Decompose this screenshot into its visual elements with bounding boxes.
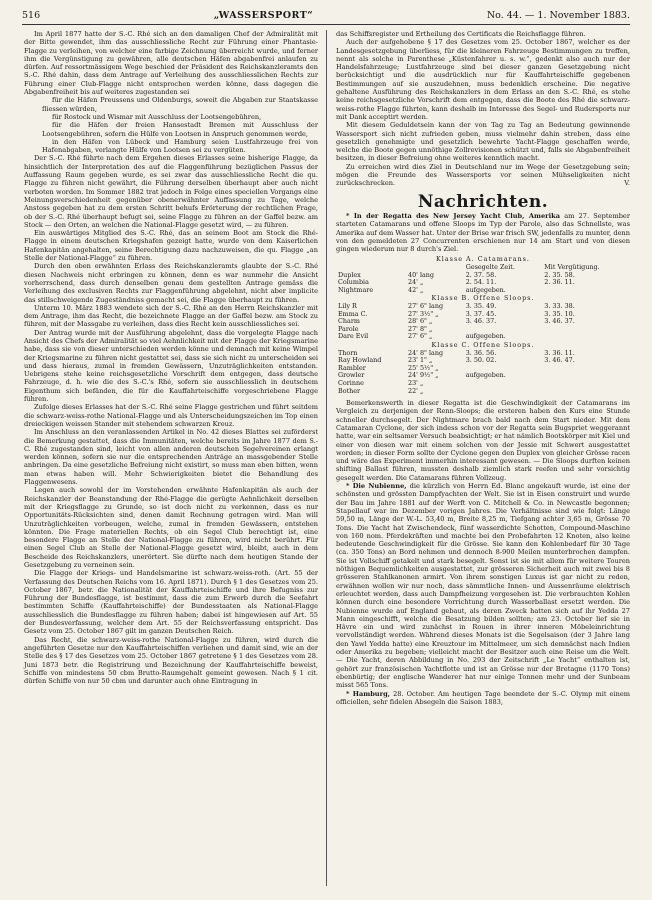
table-row: Parole 27' 8" „ (338, 324, 433, 333)
article-title: * Die Nubienne, (346, 482, 407, 491)
page-number: 516 (22, 9, 41, 21)
class-c-heading: Klasse C. Offene Sloops. (431, 340, 535, 349)
paragraph: Das Recht, die schwarz-weiss-rothe National-Flagge zu führen, wird durch die angeführten Gesetze nur den Kauffahrteischiffen verliehen und damit sind, wie an der Stelle des § 17 des Gesetzes vom 25. October 1867 getretene § 1 des Gesetzes vom 28. Juni 1873 betr. die Registrirung und Bezeichnung der Kauffahrteischiffe beweist, Schiffe von mindestens 50 cbm Brutto-Raumgehalt gemeint gewesen. Nach § 1 cit. dürfen Schiffe von nur 50 cbm und darunter auch ohne Eintragung in (24, 635, 318, 686)
article-text: 28. October. Am heutigen Tage beendete der S.-C. Olymp mit einem officiellen, sehr fidelen Absegeln die Saison 1883, (336, 689, 630, 706)
paragraph: Der S.-C. Rhé führte nach dem Ergehen dieses Erlasses seine bisherige Flagge, da hinsichtlich der Interpretation des auf die Flaggenführung bezüglichen Passus der Auffassung Raum gegeben wurde, es sei zwar das ausschliessliche Recht die qu. Flagge zu führen nicht gewährt, die Führung derselben überhaupt aber auch nicht verboten worden. Im Sommer 1882 trat jedoch in Folge eines speciellen Vorgangs eine Meinungsverschiedenheit gegenüber obenerwähnter Auffassung zu Tage, welche Anstoss gegeben hat zu dem ersten Schritt behufs Erörterung der rechtlichen Frage, ob der S.-C. Rhé überhaupt befugt sei, seine Flagge zu führen an der Gaffel bezw. am Stock — den Orten, an welchen die National-Flagge gesetzt wird, — zu führen. (24, 154, 318, 229)
table-row: Nightmare 42' „ aufgegeben. (338, 285, 506, 294)
table-row: Bother 22' „ (338, 386, 424, 395)
paragraph: für die Häfen Preussens und Oldenburgs, soweit die Abgaben zur Staatskasse fliessen würden, (42, 96, 318, 113)
article-text: am 27. September starteten Catamarans und offene Sloops im Typ der Parole, also das Schnellste, was Amerika auf dem Wasser hat. Unter der Brise war frisch SW, jedenfalls zu munter, denn von den gemeldeten 27 Concurrenten erschienen nur 14 am Start und von diesen gingen wiederum nur 8 durch's Ziel. (336, 211, 630, 254)
article-title: * Hamburg, (346, 689, 390, 698)
column-divider (326, 30, 327, 886)
paragraph: Zufolge dieses Erlasses hat der S.-C. Rhé seine Flagge gestrichen und führt seitdem die schwarz-weiss-rothe National-Flagge und als Unterscheidungszeichen im Top einen dreieckigen weissen Stander mit stehendem schwarzen Kreuz. (24, 403, 318, 428)
paragraph: Unterm 10. März 1883 wendete sich der S.-C. Rhé an den Herrn Reichskanzler mit dem Antrage, ihm das Recht, die bezeichnete Flagge an der Gaffel bezw. am Stock zu führen, mit der Massgabe zu verleihen, dass dies Recht kein ausschliessliches sei. (24, 303, 318, 329)
paragraph: Durch den oben erwähnten Erlass des Reichskanzleramts glaubte der S.-C. Rhé diesen Nachweis nicht erbringen zu können, denn es war nunmehr die Ansicht vorherrschend, dass durch denselben genau dem gestellten Antrage gemäss die Verleihung des exclusiven Rechts zur Flaggenführung abgelehnt, nicht aber implicite das stillschweigende Zugeständniss gemacht sei, die Flagge überhaupt zu führen. (24, 262, 318, 304)
table-row: Charm 28' 6" „ 3. 46. 37. 3. 46. 37. (338, 317, 575, 326)
section-heading: Nachrichten. (417, 191, 549, 212)
table-row: Duplex 40' lang 2. 37. 58. 2. 35. 58. (338, 270, 575, 279)
paragraph: Die Flagge der Kriegs- und Handelsmarine ist schwarz-weiss-roth. (Art. 55 der Verfassung des Deutschen Reichs vom 16. April 1871). Durch § 1 des Gesetzes vom 25. October 1867, betr. die Nationalität der Kauffahrteischiffe und ihre Befugniss zur Führung der Bundesflagge, ist bestimmt, dass die zum Erwerb durch die Seefahrt bestimmten Schiffe (Kauffahrteischiffe) der Bundesstaaten als National-Flagge ausschliesslich die Bundesflagge zu führen haben; dabei ist hingewiesen auf Art. 55 der Bundesverfassung, welcher dem Art. 55 der Reichsverfassung entspricht. Das Gesetz vom 25. October 1867 gilt im ganzen Deutschen Reich. (24, 569, 318, 636)
class-a-heading: Klasse A. Catamarans. (436, 255, 530, 264)
paragraph-text: Zu erreichen wird dies Ziel in Deutschland nur im Wege der Gesetzgebung sein; mögen die Freunde des Wassersports vor seinen Mühseligkeiten nicht zurückschrecken. (336, 162, 630, 188)
paragraph: Ein auswärtiges Mitglied des S.-C. Rhé, das an seinem Boot am Stock die Rhé-Flagge in einem deutschen Kriegshafen gezeigt hatte, wurde von dem Kaiserlichen Hafenkapitän angehalten, seine Berechtigung dazu nachzuweisen, die qu. Flagge „an Stelle der National-Flagge“ zu führen. (24, 229, 318, 263)
paragraph: Der Antrag wurde mit der Ausführung abgelehnt, dass die vorgelegte Flagge nach Ansicht des Chefs der Admiralität so viel Aehnlichkeit mit der Flagge der Kriegsmarine habe, dass sie von dieser unterschieden werden könne und demnach mit keine Wimpel der Kriegsmarine zu führen nicht gestattet sei, dass sie sich nicht zu unterscheiden sei und dass hieraus, zumal in fremden Gewässern, Unzuträglichkeiten entstanden. Uebrigens stehe keine reichsgesetzliche Vorschrift dem entgegen, dass deutsche Fahrzeuge, d. h. wie die des S.-C.'s Rhé, sofern sie ausschliesslich in deutschem Eigenthum sich befänden, die für die Kauffahrteischiffe vorgeschriebene Flagge führen. (24, 328, 318, 404)
table-row: Corinne 23' „ (338, 378, 424, 387)
table-row: Emma C. 27' 3½" „ 3. 37. 45. 3. 35. 10. (338, 309, 575, 318)
table-row: Dare Evil 27' 6" „ aufgegeben. (338, 332, 506, 341)
hamburg-article (336, 690, 630, 707)
paragraph: Auch der aufgehobene § 17 des Gesetzes vom 25. October 1867, welcher es der Landesgesetzgebung überliess, für die kleineren Fahrzeuge Bestimmungen zu treffen, nennt als solche in Parenthese „Küstenfahrer u. s. w.“, gedenkt also auch nur der Handelsfahrzeuge; Lustfahrzeuge sind bei dieser ganzen Gesetzgebung nicht berücksichtigt und die ausdrücklich nur für Kauffahrteischiffe gegebenen Bestimmungen auf sie auszudehnen, muss bedenklich erscheine. Die negative gehaltene Ausführung des Reichskanzlers in dem Erlass an den S.-C. Rhé, es stehe keine reichsgesetzliche Vorschrift dem entgegen, dass die Boote des Rhé die schwarz-weiss-rothe Flagge führten, kann deshalb im Interesse des Segel- und Rudersports nur mit Dank acceptirt werden. (336, 38, 630, 121)
author-signature: V. (624, 179, 630, 188)
article-title: * In der Regatta des New Jersey Yacht Club, Amerika (346, 211, 560, 220)
right-column (336, 30, 630, 706)
paragraph: in den Häfen von Lübeck und Hamburg seien Lustfahrzeuge frei von Hafenabgaben, verlangte Hülfe von Lootsen sei zu vergüten. (42, 137, 318, 155)
paragraph: Im Anschluss an den veranlassenden Artikel in No. 42 dieses Blattes sei zuförderst die Bemerkung gestattet, dass die Immunitäten, welche bereits im Jahre 1877 dem S.-C. Rhé zugestanden sind, leicht von allen anderen deutschen Segelvereinen erlangt werden können, sofern sie nur die entsprechenden Anträge an massgebender Stelle anbringen. Da eine gesetzliche Befreiung nicht existirt, so muss man eben bitten, wenn man etwas haben will. Mehr Schwierigkeiten bietet die Behandlung des Flaggenwesens. (24, 428, 318, 487)
table-row: Columbia 24' „ 2. 54. 11. 2. 36. 11. (338, 278, 575, 287)
article-text: die kürzlich von Herrn Ed. Blanc angekauft wurde, ist eine der schönsten und grössten Dampfyachten der Welt. Sie ist in Eisen construirt und wurde der Bau im Jahre 1881 auf der Werft von C. Mitchell & Co. in Newcastle begonnen; Stapellauf war im Dezember vorigen Jahres. Die Verhältnisse sind wie folgt: Länge 59,50 m, Länge der W.-L. 53,40 m, Breite 8,25 m, Tiefgang achter 3,65 m, Grösse 70 Tons. Die Yacht hat Zwischendeck, fünf wasserdichte Schotten, Compound-Maschine von 160 nom. Pferdekräften und machte bei den Probefahrten 12 Knoten, also keine bedeutende Geschwindigkeit für die Grösse. Sie kann den Kohlenbedarf für 30 Tage (ca. 350 Tons) an Bord nehmen und dennoch 8-900 Meilen munterbrochen dampfen. Sie ist Vollschiff getakelt und stark besegelt. Sonst ist sie mit allem für weitere Touren nöthigen Bequemlichkeiten ausgestattet, zur grösseren Sicherheit auch mit zwei bis 8 grösseren Stahlkanonen armirt. Von ihrem sonstigen Luxus ist gar nicht zu reden, erwähnen wollen wir nur noch, dass sämmtliche Innen- und Aussenräume elektrisch erleuchtet werden, dass auch Dampfheizung vorgesehen ist. Die verbrauchten Kohlen können durch eine besondere Vorrichtung durch Wasserballast ersetzt werden. Die Nubienne wurde auf England gebaut, als deren Zweck hatten sich auf ihr Yedda 27 Mann eingeschifft, welche die Besatzung bilden sollten; am 23. October lief sie in Hâvre ein und wird zunächst in Rouen in ihrer inneren Möbeleinrichtung vervollständigt werden. Während dieses Monats ist die Segelsaison (der 3 Jahre lang den Yawl Yedda hatte) eine Kreuztour im Mittelmeer, um sich demnächst nach Indien oder Amerika zu begeben; vielleicht macht der Besitzer auch eine Reise um die Welt. — Die Yacht, deren Abbildung in No. 293 der Zeitschrift „Le Yacht“ enthalten ist, gehört zur französischen Yachtflotte und ist an Grösse nur der Bretagne (1170 Tons) ebenbürtig; der englische Wanderer hat nur einige Tonnen mehr und der Sunbeam misst 565 Tons. (336, 482, 630, 690)
header-rule (22, 24, 630, 25)
paragraph: Mit diesem Geduldetsein kann der von Tag zu Tag an Bedeutung gewinnende Wassersport sich nicht zufrieden geben, muss vielmehr dahin streben, dass eine gesetzlich genehmigte und gesetzlich bewehrte Yacht-Flagge geschaffen werde, welche die Boote gegen unnöthige Zollrevisionen schützt und, falls sie Abgabenfreiheit besitzen, in dieser Befreiung ohne weiteres kenntlich macht. (336, 121, 630, 163)
paragraph (336, 163, 630, 188)
paragraph: Legen auch sowohl der im Vorstehenden erwähnte Hafenkapitän als auch der Reichskanzler der Beanstandung der Rhé-Flagge die gerügte Aehnlichkeit derselben mit der Kriegsflagge zu Grunde, so ist doch nicht zu verkennen, dass es nur Opportunitäts-Rücksichten sind, denen damit Rechnung getragen wird. Man will Unzuträglichkeiten vorbeugen, welche, zumal in fremden Gewässern, entstehen könnten. Die Frage materiellen Rechts, ob ein Segel Club berechtigt ist, eine besondere Flagge an Stelle der National-Flagge zu führen, wird nicht berührt. Für einen Segel Club an Stelle der National-Flagge gesetzt wird, bleibt, auch in dem Bescheide des Reichskanzlers, unerörtert. Sie dürfte nach dem heutigen Stande der Gesetzgebung zu verneinen sein. (24, 486, 318, 569)
table-row: Growler 24' 9½" „ aufgegeben. (338, 371, 506, 380)
table-row: Thorn 24' 8" lang 3. 36. 56. 3. 36. 11. (338, 348, 575, 357)
col-corrected: Mit Vergütigung. (544, 263, 600, 272)
paragraph: Im April 1877 hatte der S.-C. Rhé sich an den damaligen Chef der Admiralität mit der Bitte gewendet, ihm das ausschliessliche Recht zur Führung einer Phantasie-Flagge zu verleihen, von welcher eine farbige Zeichnung überreicht wurde, und ferner ihm die Vergünstigung zu gewähren, alle deutschen Häfen abgabenfrei anlaufen zu dürfen. Auf ressortmässigem Wege beschied der Präsident des Reichskanzleramts den S.-C. Rhé dahin, dass dem Antrage auf Verleihung des ausschliesslichen Rechts zur Führung einer Club-Flagge nicht entsprochen werden könne, dass dagegen die Abgabenfreiheit bis auf weiteres zugestanden sei (24, 30, 318, 97)
table-row: Rambler 25' 5½" „ (338, 363, 439, 372)
col-elapsed: Gesegelte Zeit. (465, 263, 515, 272)
paragraph: Bemerkenswerth in dieser Regatta ist die Geschwindigkeit der Catamarans im Vergleich zu derjenigen der Renn-Sloops; die ersteren haben den Kurs eine Stunde schneller durchsegelt. Der Nightmare brach bald nach dem Start nieder. Mit dem Catamaran Cyclone, der sich indess schon vor der Regatta sein Bugspriet weggerannt hatte, war ein seltsamer Versuch beabsichtigt; er hat nämlich Bootskörper mit Kiel und einer von diesen war mit einem solchen von der Jessie mit Schwert ausgestattet worden; in dieser Form sollte der Cyclone gegen den Duplex von gleicher Grösse racen und wäre das Experiment immerhin interessant gewesen. — Die Sloops durften keinen shifting Ballast führen, mussten deshalb ziemlich stark reefen und sehr vorsichtig gesegelt werden. Die Catamarans führen Vollzeug. (336, 399, 630, 482)
journal-title: „WASSERSPORT“ (213, 9, 314, 21)
class-b-heading: Klasse B. Offene Sloops. (431, 294, 535, 303)
table-row: Lily R 27' 6" lang 3. 35. 49. 3. 33. 38. (338, 301, 575, 310)
page-header (22, 8, 630, 22)
paragraph: das Schiffsregister und Ertheilung des Certificats die Reichsflagge führen. (336, 30, 586, 38)
paragraph: für Rostock und Wismar mit Ausschluss der Lootsengebühren, (52, 112, 262, 121)
regatta-article (336, 212, 630, 253)
issue-info: No. 44. — 1. November 1883. (486, 9, 630, 21)
left-column (24, 30, 318, 685)
table-row: Ray Howland 23' 1" „ 3. 50. 02. 3. 46. 47. (338, 356, 575, 365)
nubienne-article (336, 482, 630, 689)
results-table (336, 255, 630, 395)
paragraph: für die Häfen der freien Hansestadt Bremen mit Ausschluss der Lootsengebühren, sofern die Hülfe von Lootsen in Anspruch genommen werde, (42, 121, 318, 138)
